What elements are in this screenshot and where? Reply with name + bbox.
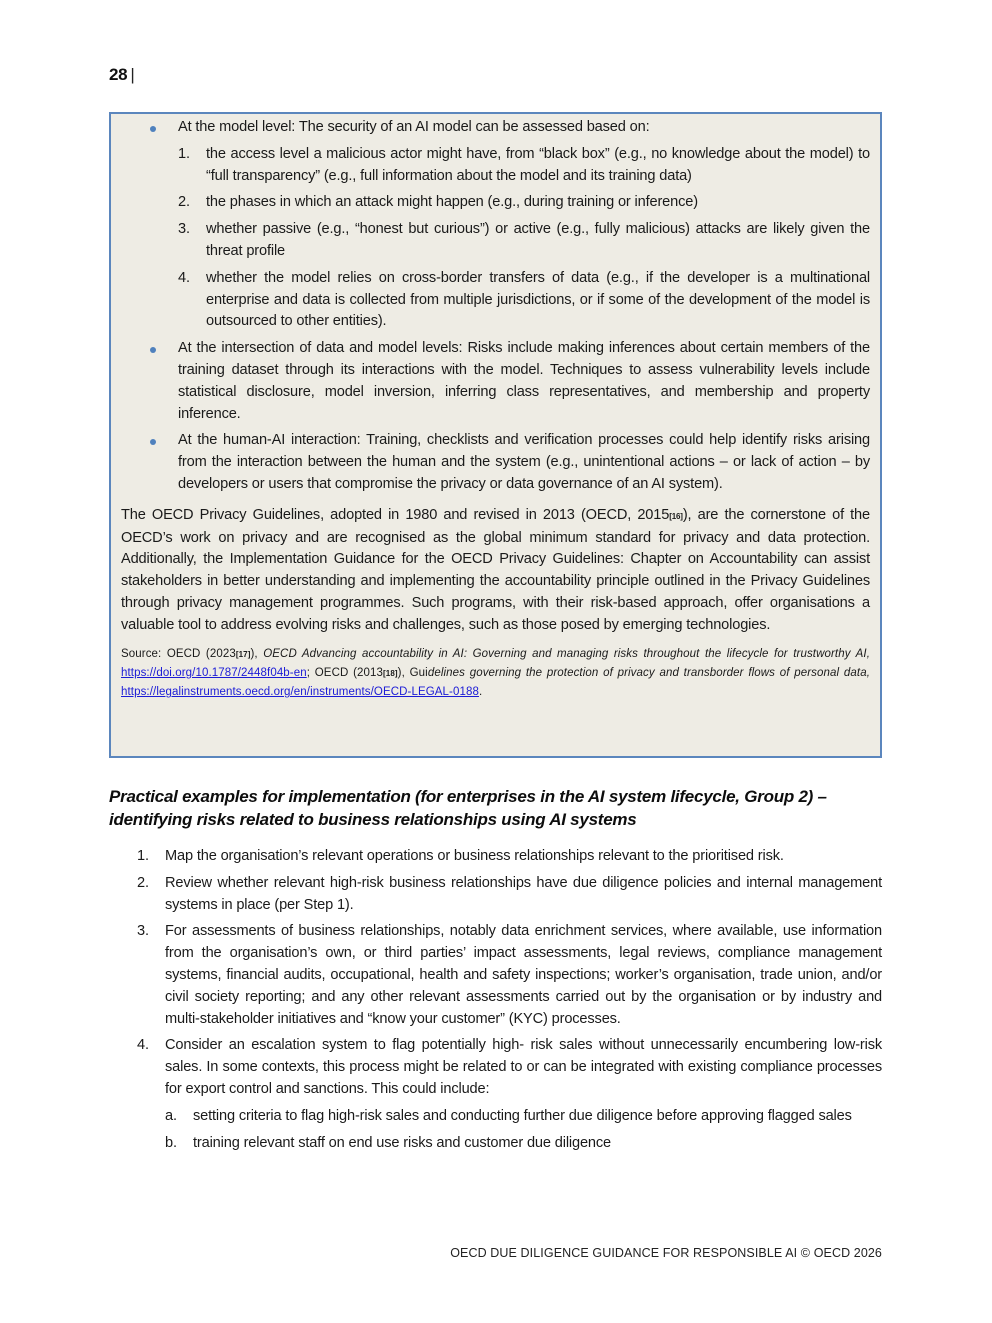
bullet-item	[121, 117, 870, 139]
bullet-text: At the intersection of data and model levels: Risks include making inferences about certain members of the training dataset through its interactions with the model. Techniques to assess vulnerability levels include statistical disclosure, model inversion, inferring class representatives, and membership and property inference.	[178, 340, 870, 422]
source-title: delines governing the protection of privacy and transborder flows of personal data,	[427, 666, 870, 679]
list-item-text: Map the organisation’s relevant operations or business relationships relevant to the prioritised risk.	[165, 848, 784, 864]
reference-marker: [16]	[669, 511, 683, 521]
source-text: ; OECD (2013	[306, 666, 384, 679]
info-box	[109, 112, 882, 758]
bullet-item	[121, 430, 870, 495]
list-item	[109, 873, 882, 917]
list-marker: 4.	[137, 1037, 149, 1054]
list-marker: 1.	[137, 848, 149, 864]
sub-list-item-text: setting criteria to flag high-risk sales and conducting further due diligence before approving flagged sales	[193, 1107, 852, 1124]
section-heading: Practical examples for implementation (for enterprises in the AI system lifecycle, Group 2) – identifying risks related to business relationships using AI systems	[109, 787, 827, 829]
page-number-separator: |	[130, 65, 135, 84]
implementation-list	[109, 846, 882, 1154]
legal-instruments-link[interactable]: https://legalinstruments.oecd.org/en/instruments/OECD-LEGAL-0188	[121, 686, 479, 699]
list-item-text: Consider an escalation system to flag potentially high- risk sales without unnecessarily encumbering low-risk sales. In some contexts, this process might be related to or can be integrated with existing compliance processes for export control and sanctions. This could include:	[165, 1037, 882, 1097]
bullet-icon	[150, 347, 156, 353]
bullet-text: At the human-AI interaction: Training, checklists and verification processes could help identify risks arising from the interaction between the human and the system (e.g., unintentional actions – or lack of action – by developers or users that compromise the privacy or data governance of an AI system).	[178, 432, 870, 492]
bullet-icon	[150, 126, 156, 132]
list-marker: 4.	[178, 269, 190, 286]
numbered-item	[121, 268, 870, 333]
list-item	[109, 1035, 882, 1100]
list-item	[109, 846, 882, 868]
numbered-item	[121, 144, 870, 188]
list-item-text: Review whether relevant high-risk business relationships have due diligence policies and internal management systems in place (per Step 1).	[165, 874, 882, 913]
list-marker: 3.	[178, 221, 190, 238]
sub-list-item	[109, 1106, 882, 1128]
list-marker: 2.	[178, 194, 190, 211]
privacy-guidelines-paragraph	[121, 505, 870, 637]
reference-marker: [18]	[383, 668, 398, 678]
source-title: OECD Advancing accountability in AI: Governing and managing risks throughout the lifecycle for trustworthy AI,	[263, 647, 870, 660]
bullet-icon	[150, 439, 156, 445]
numbered-item	[121, 219, 870, 263]
sub-list-item-text: training relevant staff on end use risks and customer due diligence	[193, 1134, 612, 1151]
list-marker: 1.	[178, 145, 190, 162]
numbered-item	[121, 192, 870, 214]
source-prefix: Source: OECD (2023	[121, 647, 236, 660]
source-text: .	[478, 686, 483, 699]
source-text: ), Gui	[397, 666, 428, 679]
list-marker: b.	[165, 1134, 177, 1151]
page-number-value: 28	[109, 65, 128, 84]
source-text: ),	[250, 647, 264, 660]
page-number	[109, 65, 134, 85]
list-marker: 2.	[137, 874, 149, 891]
sub-list-item	[109, 1133, 882, 1155]
numbered-item-text: the phases in which an attack might happen (e.g., during training or inference)	[206, 194, 698, 211]
info-box-content	[121, 114, 870, 702]
doi-link[interactable]: https://doi.org/10.1787/2448f04b-en	[121, 666, 307, 679]
page-footer: OECD DUE DILIGENCE GUIDANCE FOR RESPONSIBLE AI © OECD 2026	[450, 1246, 882, 1260]
reference-marker: [17]	[235, 649, 251, 659]
bullet-item	[121, 338, 870, 425]
list-marker: 3.	[137, 923, 149, 940]
numbered-item-text: whether passive (e.g., “honest but curious”) or active (e.g., fully malicious) attacks are likely given the threat profile	[206, 221, 870, 259]
numbered-item-text: whether the model relies on cross-border transfers of data (e.g., if the developer is a multinational enterprise and data is collected from multiple jurisdictions, or if some of the development of the model is outsourced to other entities).	[206, 269, 870, 330]
paragraph-text: ), are the cornerstone of the OECD’s work on privacy and are recognised as the global minimum standard for privacy and data protection. Additionally, the Implementation Guidance for the OECD Privacy Guidelines: Chapter on Accountability can assist stakeholders in better understanding and implementing the accountability principle outlined in the Privacy Guidelines through privacy management programmes. Such programs, with their risk-based approach, offer organisations a valuable tool to address evolving risks and challenges, such as those posed by emerging technologies.	[121, 506, 870, 633]
list-marker: a.	[165, 1107, 177, 1124]
list-item	[109, 921, 882, 1030]
numbered-item-text: the access level a malicious actor might have, from “black box” (e.g., no knowledge about the model) to “full transparency” (e.g., full information about the model and its training data)	[206, 145, 870, 184]
source-note	[121, 645, 870, 702]
bullet-text: At the model level: The security of an AI model can be assessed based on:	[178, 119, 650, 135]
paragraph-text: The OECD Privacy Guidelines, adopted in 1980 and revised in 2013 (OECD, 2015	[121, 506, 670, 523]
list-item-text: For assessments of business relationships, notably data enrichment services, where available, use information from the organisation’s own, or third parties’ impact assessments, legal reviews, compliance management systems, financial audits, occupational, health and safety inspections; worker’s organisation, trade union, and/or civil society reporting; and any other relevant assessments carried out by the organisation or by industry and multi-stakeholder initiatives and “know your customer” (KYC) processes.	[165, 923, 882, 1027]
